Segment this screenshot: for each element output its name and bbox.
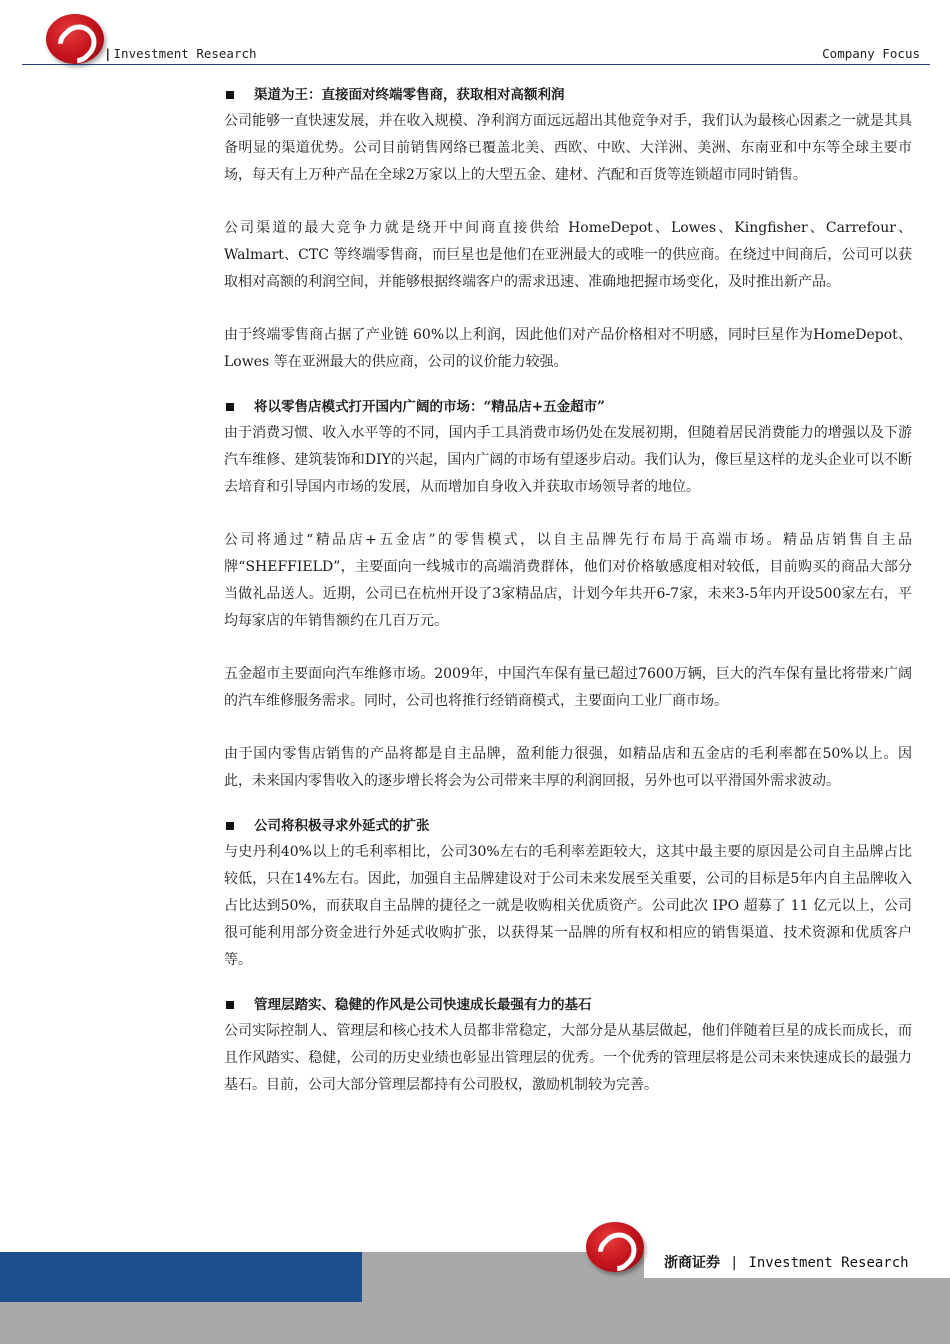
page-header [0,0,950,70]
section-heading: 将以零售店模式打开国内广阔的市场：“精品店+五金超市” [224,396,912,418]
bullet-square-icon [226,1001,234,1009]
bullet-square-icon [226,822,234,830]
header-divider [22,64,930,65]
bullet-square-icon [226,403,234,411]
paragraph: 公司将通过“精品店+五金店”的零售模式，以自主品牌先行布局于高端市场。精品店销售自主品牌“SHEFFIELD”，主要面向一线城市的高端消费群体，他们对价格敏感度相对较低，目前购买的商品大部分当做礼品送人。近期，公司已在杭州开设了3家精品店，计划今年共开6-7家，未来3-5年内开设500家左右，平均每家店的年销售额约在几百万元。 [224,532,912,629]
paragraph: 由于终端零售商占据了产业链 60%以上利润，因此他们对产品价格相对不明感，同时巨星作为HomeDepot、Lowes 等在亚洲最大的供应商，公司的议价能力较强。 [224,327,912,370]
paragraph: 五金超市主要面向汽车维修市场。2009年，中国汽车保有量已超过7600万辆，巨大的汽车保有量比将带来广阔的汽车维修服务需求。同时，公司也将推行经销商模式，主要面向工业厂商市场。 [224,666,912,709]
company-logo-icon [46,14,104,64]
header-right-label: Company Focus [822,46,920,61]
bullet-square-icon [226,91,234,99]
section-heading: 渠道为王：直接面对终端零售商，获取相对高额利润 [224,84,912,106]
footer-research-label: Investment Research [748,1255,909,1271]
paragraph: 公司实际控制人、管理层和核心技术人员都非常稳定，大部分是从基层做起，他们伴随着巨星的成长而成长，而且作风踏实、稳健，公司的历史业绩也彰显出管理层的优秀。一个优秀的管理层将是公司未来快速成长的最强力基石。目前，公司大部分管理层都持有公司股权，激励机制较为完善。 [224,1023,912,1093]
paragraph: 公司能够一直快速发展，并在收入规模、净利润方面远远超出其他竞争对手，我们认为最核心因素之一就是其具备明显的渠道优势。公司目前销售网络已覆盖北美、西欧、中欧、大洋洲、美洲、东南亚和中东等全球主要市场，每天有上万种产品在全球2万家以上的大型五金、建材、汽配和百货等连锁超市同时销售。 [224,113,912,183]
footer-label [664,1252,909,1272]
section-heading: 公司将积极寻求外延式的扩张 [224,815,912,837]
paragraph: 与史丹利40%以上的毛利率相比，公司30%左右的毛利率差距较大，这其中最主要的原因是公司自主品牌占比较低，只在14%左右。因此，加强自主品牌建设对于公司未来发展至关重要，公司的目标是5年内自主品牌收入占比达到50%，而获取自主品牌的捷径之一就是收购相关优质资产。公司此次 IPO 超募了 11 亿元以上，公司很可能利用部分资金进行外延式收购扩张，以获得某一品牌的所有权和相应的销售渠道、技术资源和优质客户等。 [224,844,912,968]
footer-logo-icon [586,1222,644,1272]
footer-brand: 浙商证券 [664,1255,720,1271]
section-heading: 管理层踏实、稳健的作风是公司快速成长最强有力的基石 [224,994,912,1016]
paragraph: 公司渠道的最大竞争力就是绕开中间商直接供给 HomeDepot、Lowes、Kingfisher、Carrefour、Walmart、CTC 等终端零售商，而巨星也是他们在亚洲最大的或唯一的供应商。在绕过中间商后，公司可以获取相对高额的利润空间，并能够根据终端客户的需求迅速、准确地把握市场变化，及时推出新产品。 [224,220,912,290]
footer-separator: | [730,1255,739,1271]
header-left-label: | Investment Research [104,46,257,61]
report-body [224,84,912,1125]
paragraph: 由于国内零售店销售的产品将都是自主品牌，盈利能力很强，如精品店和五金店的毛利率都在50%以上。因此，未来国内零售收入的逐步增长将会为公司带来丰厚的利润回报，另外也可以平滑国外需求波动。 [224,746,912,789]
paragraph: 由于消费习惯、收入水平等的不同，国内手工具消费市场仍处在发展初期，但随着居民消费能力的增强以及下游汽车维修、建筑装饰和DIY的兴起，国内广阔的市场有望逐步启动。我们认为，像巨星这样的龙头企业可以不断去培育和引导国内市场的发展，从而增加自身收入并获取市场领导者的地位。 [224,425,912,495]
footer-accent-bar [0,1252,362,1302]
